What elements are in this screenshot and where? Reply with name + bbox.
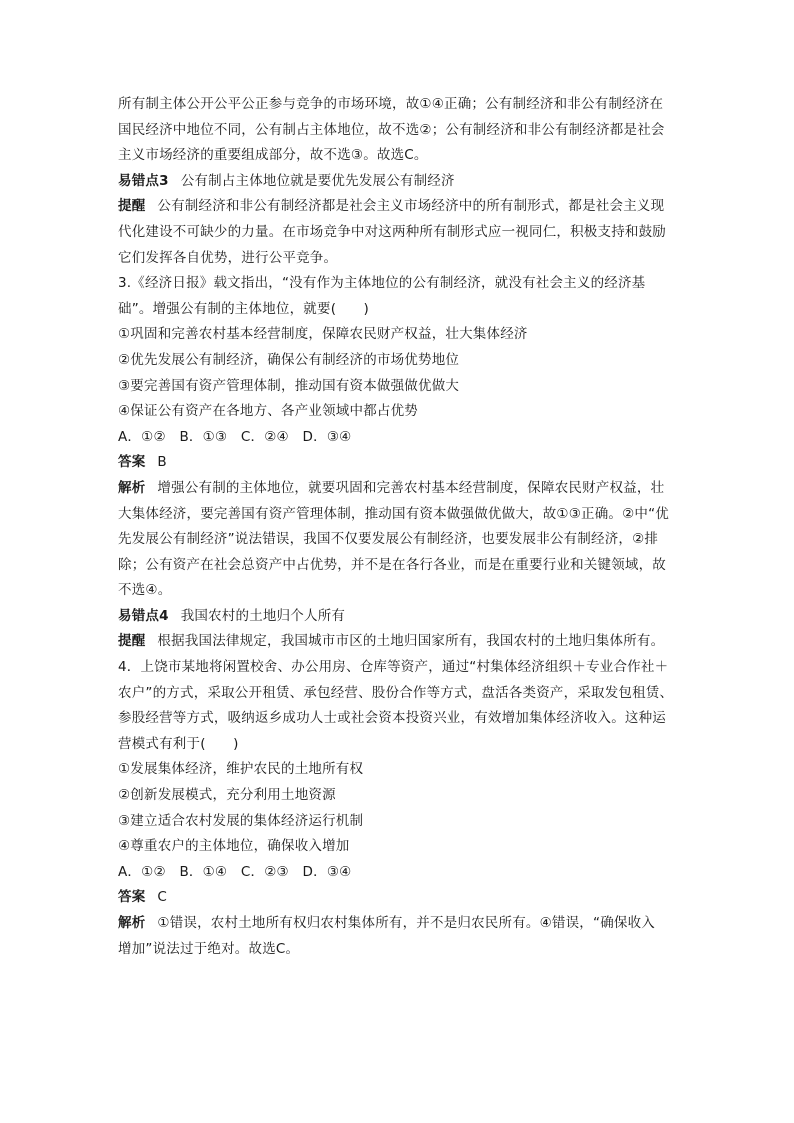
explanation-line: 解析 ①错误，农村土地所有权归农村集体所有，并不是归农民所有。④错误，“确保收入 — [118, 915, 656, 931]
document-body — [118, 92, 680, 962]
text-line: 代化建设不可缺少的力量。在市场竞争中对这两种所有制形式应一视同仁，积极支持和鼓励 — [118, 223, 666, 240]
text-line: 主义市场经济的重要组成部分，故不选③。故选C。 — [118, 147, 428, 164]
text-line: 先发展公有制经济”说法错误，我国不仅要发展公有制经济，也要发展非公有制经济，②排 — [118, 531, 659, 548]
question-stem: 参股经营等方式，吸纳返乡成功人士或社会资本投资兴业，有效增加集体经济收入。这种运 — [118, 710, 666, 727]
text-line: 大集体经济，要完善国有资产管理体制，推动国有资本做强做优做大，故①③正确。②中“优 — [118, 505, 670, 522]
question-stem: 4．上饶市某地将闲置校舍、办公用房、仓库等资产，通过“村集体经济组织＋专业合作社＋ — [118, 659, 669, 676]
question-stem: 3.《经济日报》载文指出，“没有作为主体地位的公有制经济，就没有社会主义的经济基 — [118, 275, 646, 292]
question-option: ③建立适合农村发展的集体经济运行机制 — [118, 812, 364, 829]
text-line: 不选④。 — [118, 582, 172, 599]
reminder-line: 提醒 公有制经济和非公有制经济都是社会主义市场经济中的所有制形式，都是社会主义现 — [118, 198, 665, 215]
answer-line: 答案 C — [118, 889, 168, 906]
question-option: ②创新发展模式，充分利用土地资源 — [118, 787, 336, 804]
question-option: ④保证公有资产在各地方、各产业领域中都占优势 — [118, 403, 419, 420]
text-line: 增加”说法过于绝对。故选C。 — [118, 940, 300, 957]
explanation-line: 解析 增强公有制的主体地位，就要巩固和完善农村基本经营制度，保障农民财产权益，壮 — [118, 479, 665, 496]
answer-choices: A．①② B．①④ C．②③ D．③④ — [118, 863, 352, 880]
question-option: ③要完善国有资产管理体制，推动国有资本做强做优做大 — [118, 377, 460, 394]
question-option: ②优先发展公有制经济，确保公有制经济的市场优势地位 — [118, 351, 460, 368]
answer-line: 答案 B — [118, 454, 167, 471]
answer-choices: A．①② B．①③ C．②④ D．③④ — [118, 428, 352, 445]
question-option: ①发展集体经济，维护农民的土地所有权 — [118, 761, 364, 778]
question-option: ④尊重农户的主体地位，确保收入增加 — [118, 838, 350, 855]
question-option: ①巩固和完善农村基本经营制度，保障农民财产权益，壮大集体经济 — [118, 326, 528, 343]
text-line: 所有制主体公开公平公正参与竞争的市场环境，故①④正确；公有制经济和非公有制经济在 — [118, 96, 664, 112]
question-stem: 营模式有利于( ) — [118, 735, 239, 752]
question-stem: 农户”的方式，采取公开租赁、承包经营、股份合作等方式，盘活各类资产，采取发包租赁、 — [118, 684, 674, 701]
text-line: 它们发挥各自优势，进行公平竞争。 — [118, 249, 338, 266]
text-line: 除；公有资产在社会总资产中占优势，并不是在各行各业，而是在重要行业和关键领域，故 — [118, 556, 666, 573]
question-stem: 础”。增强公有制的主体地位，就要( ) — [118, 300, 370, 317]
reminder-line: 提醒 根据我国法律规定，我国城市市区的土地归国家所有，我国农村的土地归集体所有。 — [118, 633, 665, 650]
error-point-heading: 易错点4 我国农村的土地归个人所有 — [118, 607, 346, 624]
error-point-heading: 易错点3 公有制占主体地位就是要优先发展公有制经济 — [118, 172, 455, 189]
text-line: 国民经济中地位不同，公有制占主体地位，故不选②；公有制经济和非公有制经济都是社会 — [118, 121, 665, 138]
